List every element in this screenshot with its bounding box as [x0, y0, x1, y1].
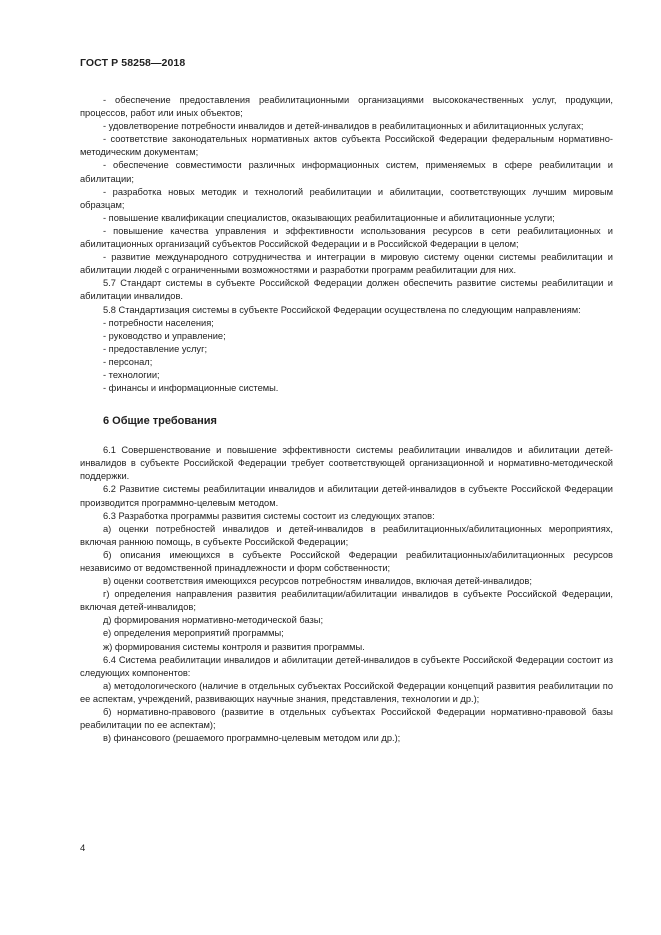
list-item: - руководство и управление;: [103, 330, 226, 341]
section-6-title: 6 Общие требования: [103, 415, 217, 428]
list-item: е) определения мероприятий программы;: [103, 628, 284, 639]
list-item: - повышение квалификации специалистов, оказывающих реабилитационные и абилитационные услуги;: [103, 212, 555, 223]
list-item: - технологии;: [103, 369, 160, 380]
list-item: - финансы и информационные системы.: [103, 383, 279, 394]
list-item: а) оценки потребностей инвалидов и детей-инвалидов в реабилитационных/абилитационных мероприятиях, включая раннюю помощь, в субъекте Российской Федерации;: [80, 523, 613, 547]
list-item: - обеспечение совместимости различных информационных систем, применяемых в сфере реабилитации и абилитации;: [80, 160, 613, 184]
document-code-header: ГОСТ Р 58258—2018: [80, 57, 186, 69]
list-item: - удовлетворение потребности инвалидов и детей-инвалидов в реабилитационных и абилитационных услугах;: [103, 121, 584, 132]
list-item: б) нормативно-правового (развитие в отдельных субъектах Российской Федерации нормативно-правовой базы реабилитации по ее аспектам);: [80, 707, 613, 731]
paragraph-6-1: 6.1 Совершенствование и повышение эффективности системы реабилитации инвалидов и абилитации детей-инвалидов в субъекте Российской Федерации требует соответствующей организационной и нормативно-методической поддержки.: [80, 445, 613, 482]
list-item: - повышение качества управления и эффективности использования ресурсов в сети реабилитационных и абилитационных организаций субъектов Российской Федерации и в Российской Федерации в целом;: [80, 225, 613, 250]
paragraph-5-8: 5.8 Стандартизация системы в субъекте Российской Федерации осуществлена по следующим направлениям:: [103, 304, 581, 315]
paragraph-6-2: 6.2 Развитие системы реабилитации инвалидов и абилитации детей-инвалидов в субъекте Российской Федерации производится программно-целевым методом.: [80, 484, 613, 508]
list-item: - развитие международного сотрудничества и интеграции в мировую систему оценки системы реабилитации и абилитации людей с ограниченными возможностями и разработки программ реабилитации для них.: [80, 252, 613, 276]
list-item: ж) формирования системы контроля и развития программы.: [103, 641, 365, 652]
page-number: 4: [80, 843, 86, 854]
list-item: г) определения направления развития реабилитации/абилитации инвалидов в субъекте Российской Федерации, включая детей-инвалидов;: [80, 589, 613, 613]
paragraph-6-3: 6.3 Разработка программы развития системы состоит из следующих этапов:: [103, 510, 435, 521]
document-body: [80, 94, 613, 745]
list-item: в) оценки соответствия имеющихся ресурсов потребностям инвалидов, включая детей-инвалидов;: [103, 576, 532, 587]
list-item: б) описания имеющихся в субъекте Российской Федерации реабилитационных/абилитационных ресурсов независимо от ведомственной принадлежности и форм собственности;: [80, 549, 613, 573]
list-item: - соответствие законодательных нормативных актов субъекта Российской Федерации федеральным нормативно-методическим документам;: [80, 134, 613, 158]
list-item: д) формирования нормативно-методической базы;: [103, 615, 324, 626]
list-item: - предоставление услуг;: [103, 343, 208, 354]
paragraph-6-4: 6.4 Система реабилитации инвалидов и абилитации детей-инвалидов в субъекте Российской Федерации состоит из следующих компонентов:: [80, 654, 613, 678]
list-item: - потребности населения;: [103, 317, 214, 328]
list-item: - персонал;: [103, 356, 153, 367]
paragraph-5-7: 5.7 Стандарт системы в субъекте Российской Федерации должен обеспечить развитие системы реабилитации и абилитации инвалидов.: [80, 278, 613, 302]
list-item: а) методологического (наличие в отдельных субъектах Российской Федерации концепций развития реабилитации по ее аспектам, учреждений, развивающих научные знания, представления, технологии и др.);: [80, 680, 613, 704]
list-item: - обеспечение предоставления реабилитационными организациями высококачественных услуг, продукции, процессов, работ или иных объектов;: [80, 95, 613, 119]
list-item: в) финансового (решаемого программно-целевым методом или др.);: [103, 733, 401, 744]
list-item: - разработка новых методик и технологий реабилитации и абилитации, соответствующих лучшим мировым образцам;: [80, 186, 613, 210]
